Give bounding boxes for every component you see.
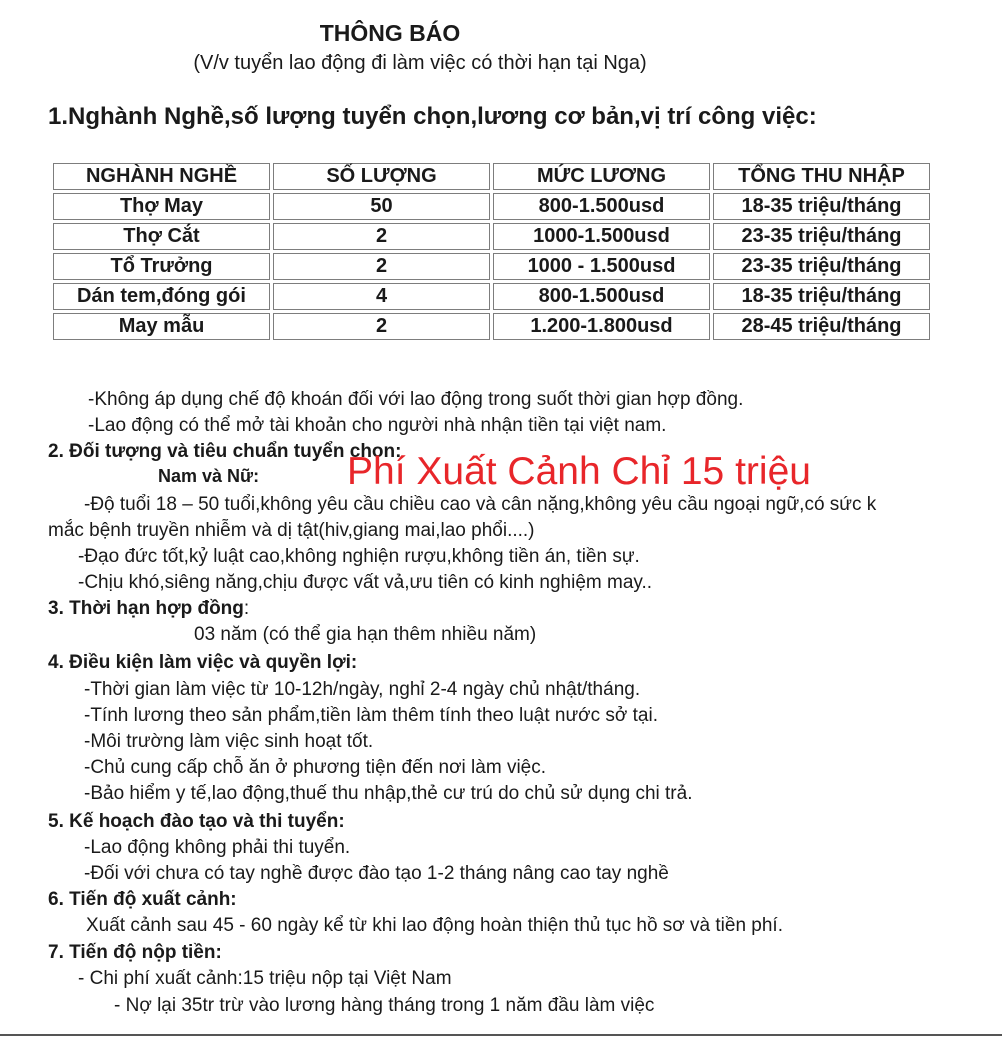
note-line: -Lao động có thể mở tài khoản cho người nhà nhận tiền tại việt nam.	[88, 415, 667, 436]
section2-line: -Chịu khó,siêng năng,chịu được vất vả,ưu tiên có kinh nghiệm may..	[78, 572, 653, 593]
fee-highlight: Phí Xuất Cảnh Chỉ 15 triệu	[347, 450, 811, 493]
section5-heading: 5. Kế hoạch đào tạo và thi tuyển:	[48, 811, 345, 832]
cell-total-income: 18-35 triệu/tháng	[713, 193, 930, 220]
header-quantity: SỐ LƯỢNG	[273, 163, 490, 190]
section2-line: -Đạo đức tốt,kỷ luật cao,không nghiện rượu,không tiền án, tiền sự.	[78, 546, 640, 567]
section2-gender: Nam và Nữ:	[158, 466, 260, 486]
notice-title: THÔNG BÁO	[319, 20, 461, 46]
table-header-row	[53, 163, 930, 190]
section3-heading-colon: :	[243, 598, 250, 619]
table-row	[53, 193, 930, 220]
header-total-income: TỔNG THU NHẬP	[713, 163, 930, 190]
section2-heading: 2. Đối tượng và tiêu chuẩn tuyển chọn:	[48, 441, 402, 462]
section6-line: Xuất cảnh sau 45 - 60 ngày kể từ khi lao động hoàn thiện thủ tục hồ sơ và tiền phí.	[86, 915, 783, 936]
section4-heading: 4. Điều kiện làm việc và quyền lợi:	[48, 652, 358, 673]
section4-line: -Tính lương theo sản phẩm,tiền làm thêm tính theo luật nước sở tại.	[84, 705, 658, 726]
bottom-divider	[0, 1034, 1002, 1036]
header-salary: MỨC LƯƠNG	[493, 163, 710, 190]
cell-total-income: 23-35 triệu/tháng	[713, 253, 930, 280]
table-row	[53, 283, 930, 310]
section7-heading: 7. Tiến độ nộp tiền:	[48, 942, 222, 963]
cell-quantity: 2	[273, 313, 490, 340]
cell-quantity: 2	[273, 223, 490, 250]
jobs-table	[50, 160, 933, 343]
cell-total-income: 18-35 triệu/tháng	[713, 283, 930, 310]
cell-total-income: 23-35 triệu/tháng	[713, 223, 930, 250]
cell-total-income: 28-45 triệu/tháng	[713, 313, 930, 340]
section7-line: - Chi phí xuất cảnh:15 triệu nộp tại Việt Nam	[78, 968, 452, 989]
section5-line: -Lao động không phải thi tuyển.	[84, 837, 351, 858]
cell-salary: 1000 - 1.500usd	[493, 253, 710, 280]
section4-line: -Thời gian làm việc từ 10-12h/ngày, nghỉ 2-4 ngày chủ nhật/tháng.	[84, 679, 641, 700]
table-row	[53, 313, 930, 340]
cell-occupation: May mẫu	[53, 313, 270, 340]
table-row	[53, 253, 930, 280]
section4-line: -Môi trường làm việc sinh hoạt tốt.	[84, 731, 374, 752]
cell-occupation: Dán tem,đóng gói	[53, 283, 270, 310]
cell-quantity: 2	[273, 253, 490, 280]
section5-line: -Đối với chưa có tay nghề được đào tạo 1-2 tháng nâng cao tay nghề	[84, 863, 669, 884]
section7-line: - Nợ lại 35tr trừ vào lương hàng tháng trong 1 năm đầu làm việc	[114, 995, 655, 1016]
cell-occupation: Tổ Trưởng	[53, 253, 270, 280]
section4-line: -Chủ cung cấp chỗ ăn ở phương tiện đến nơi làm việc.	[84, 757, 547, 778]
header-occupation: NGHÀNH NGHỀ	[53, 163, 270, 190]
cell-occupation: Thợ Cắt	[53, 223, 270, 250]
cell-quantity: 4	[273, 283, 490, 310]
section3-line: 03 năm (có thể gia hạn thêm nhiều năm)	[194, 624, 537, 645]
table-row	[53, 223, 930, 250]
section6-heading: 6. Tiến độ xuất cảnh:	[48, 889, 237, 910]
notice-subtitle: (V/v tuyển lao động đi làm việc có thời hạn tại Nga)	[193, 52, 647, 74]
section1-heading: 1.Nghành Nghề,số lượng tuyển chọn,lương cơ bản,vị trí công việc:	[48, 103, 817, 130]
cell-salary: 800-1.500usd	[493, 193, 710, 220]
cell-quantity: 50	[273, 193, 490, 220]
section3-heading-text: 3. Thời hạn hợp đồng	[48, 598, 244, 619]
cell-occupation: Thợ May	[53, 193, 270, 220]
section2-line: mắc bệnh truyền nhiễm và dị tật(hiv,giang mai,lao phổi....)	[48, 520, 535, 541]
section4-line: -Bảo hiểm y tế,lao động,thuế thu nhập,thẻ cư trú do chủ sử dụng chi trả.	[84, 783, 693, 804]
section2-line: -Độ tuổi 18 – 50 tuổi,không yêu cầu chiều cao và cân nặng,không yêu cầu ngoại ngữ,có sức k	[84, 494, 877, 515]
note-line: -Không áp dụng chế độ khoán đối với lao động trong suốt thời gian hợp đồng.	[88, 389, 744, 410]
cell-salary: 800-1.500usd	[493, 283, 710, 310]
cell-salary: 1000-1.500usd	[493, 223, 710, 250]
cell-salary: 1.200-1.800usd	[493, 313, 710, 340]
section3-heading	[48, 598, 249, 620]
